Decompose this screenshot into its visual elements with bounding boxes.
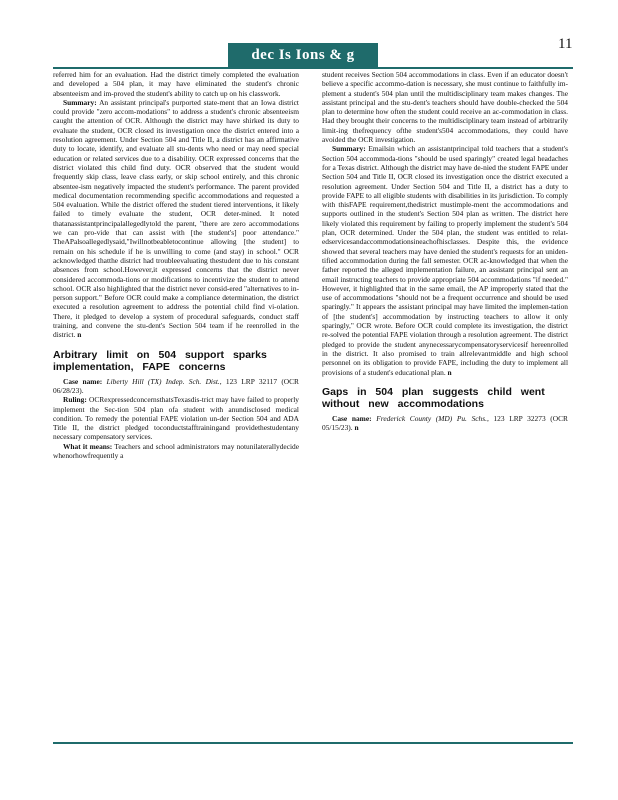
left-column (53, 70, 299, 460)
summary-text: Emailsin which an assistantprincipal told teachers that a student's Section 504 accommoda-tions "should be used sparingly" created legal headaches for a Texas district. Although the district may have de-nied the student FAPE under Section 504 and Title II, OCR closed its investigation once the district executed a resolution agreement. Under Section 504 and Title II, a district has a duty to provide FAPE to all eligible students with disabilities in its jurisdiction. To comply with thisFAPE requirement,thedistrict mustimple-ment the accommodations and supports outlined in the student's Section 504 plan as written. The district here likely violated this requirement by failing to properly implement the student's 504 plan, OCR determined. Under the 504 plan, the student was entitled to relat-edservicesandaccommodationsineachofhisclasses. Despite this, the evidence showed that several teachers may have denied the student's requests for an uniden-tified accommodation during the fall semester. OCR ac-knowledged that when the father reported the alleged implementation failure, an assistant principal sent an email instructing teachers to provide appropriate 504 accommodations "if needed." However, it highlighted that in the same email, the AP improperly stated that the use of accommodations "should not be a frequent occurrence and should be used sparingly." It appears the assistant principal may have limited the implemen-tation of [the student's] accommodation by instructing teachers to allow it only sparingly," OCR wrote. Before OCR could complete its investigation, the district re-solved the potential FAPE violation through a resolution agreement. The district pledged to provide the student anynecessarycompensatoryservicesif hereenrolled in the district. It also promised to train allrelevantmiddle and high school personnel on its obligation to provide FAPE, including the duty to implement all provisions of a student's educational plan. (322, 144, 569, 377)
article-heading: Gaps in 504 plan suggests child went without new accommodations (322, 385, 545, 410)
case-name: Frederick County (MD) Pu. Schs. (376, 413, 487, 423)
top-rule (53, 67, 573, 69)
right-column (322, 70, 568, 432)
end-mark: n (447, 367, 452, 377)
what-it-means-label: What it means: (63, 441, 113, 451)
continued-paragraph: student receives Section 504 accommodations in class. Even if an educator doesn't believe a specific accommo-dation is necessary, she must continue to faithfully im-plement a student's 504 plan until the multidisciplinary team makes changes. The assistant principal and the stu-dent's teachers should have double-checked the 504 plan to determine how often the student could receive an ac-commodation in class. Had they brought their concerns to the multidisciplinary team instead of arbitrarily limit-ing thefrequency ofthe student's504 accommodations, they could have avoided the OCR investigation. (322, 70, 568, 145)
summary-paragraph (322, 144, 568, 376)
case-name-paragraph (322, 414, 568, 433)
case-cite: , 123 LRP 32273 (OCR 05/15/23). (322, 413, 568, 433)
case-label: Case name: (332, 413, 372, 423)
page-number: 11 (558, 36, 573, 52)
case-name-paragraph (53, 377, 299, 396)
summary-paragraph (53, 98, 299, 340)
bottom-rule (53, 742, 573, 744)
summary-label: Summary: (332, 144, 366, 154)
what-it-means-paragraph (53, 442, 299, 461)
case-label: Case name: (63, 376, 103, 386)
case-cite: , 123 LRP 32117 (OCR 06/28/23). (53, 376, 299, 395)
ruling-label: Ruling: (63, 395, 87, 405)
what-it-means-text: Teachers and school administrators may notunilaterallydecide whenorhowfrequently a (53, 441, 299, 460)
summary-label: Summary: (63, 97, 97, 107)
intro-paragraph: referred him for an evaluation. Had the district timely completed the evaluation and developed a 504 plan, it may have eliminated the student's chronic absenteeism and im-proved the student's ability to catch up on his classwork. (53, 70, 299, 98)
article-heading: Arbitrary limit on 504 support sparks implementation, FAPE concerns (53, 348, 267, 373)
end-mark: n (77, 330, 82, 340)
section-banner: dec Is Ions & g uIdance (228, 43, 378, 67)
case-name: Liberty Hill (TX) Indep. Sch. Dist. (106, 376, 220, 386)
end-mark: n (354, 423, 359, 433)
ruling-text: OCRexpressedconcernsthatsTexasdis-trict may have failed to properly implement the Sec-tion 504 plan ofa student with anundisclosed medical condition. To remedy the potential FAPE violation un-der Section 504 and ADA Title II, the district pledged toconductstafftrainingand providethestudentany necessary compensatory services. (53, 395, 299, 442)
summary-text: An assistant principal's purported state-ment that an Iowa district could provide "zero accom-modations" to address a student's chronic absenteeism caught the attention of OCR. Although the district may have shirked its duty to evaluate the student, OCR closed its investigation once the district entered into a resolution agreement. Under Section 504 and Title II, a district has an affirmative duty to locate, identify, and evaluate all stu-dents who need or may need special education or related services due to a disability. OCR expressed concerns that the district violated this child find duty. OCR observed that the student would frequently skip class, leave class early, or skip school entirely, and this chronic absentee-ism negatively impacted the student's performance. The parent provided medical documentation recommending specific accommodations and requested a 504 evaluation. While the district offered the student tiered interventions, it likely failed to timely evaluate the student, OCR deter-mined. It noted thatanassistantprincipalallegedlytold the parent, "there are zero accommodations we can pro-vide that can assist with [the student's] poor attendance." TheAPalsoallegedlysaid,"Iwillnotbeabletocontinue allowing [the student] to remain on his schedule if he is unwilling to come (and stay) in school." OCR acknowledged thatthe district had troubleevaluating thestudent due to his constant absences from school.However,it expressed concerns that the district never considered accommoda-tions or modifications to incentivize the student to attend school. OCR also highlighted that the district never consid-ered "alternatives to in-person support." Before OCR could make a compliance determination, the district executed a resolution agreement to address the potential child find vi-olation. There, it pledged to develop a system of procedural safeguards, conduct staff training, and convene the stu-dent's Section 504 team if he reenrolled in the district. (53, 97, 299, 340)
ruling-paragraph (53, 395, 299, 441)
